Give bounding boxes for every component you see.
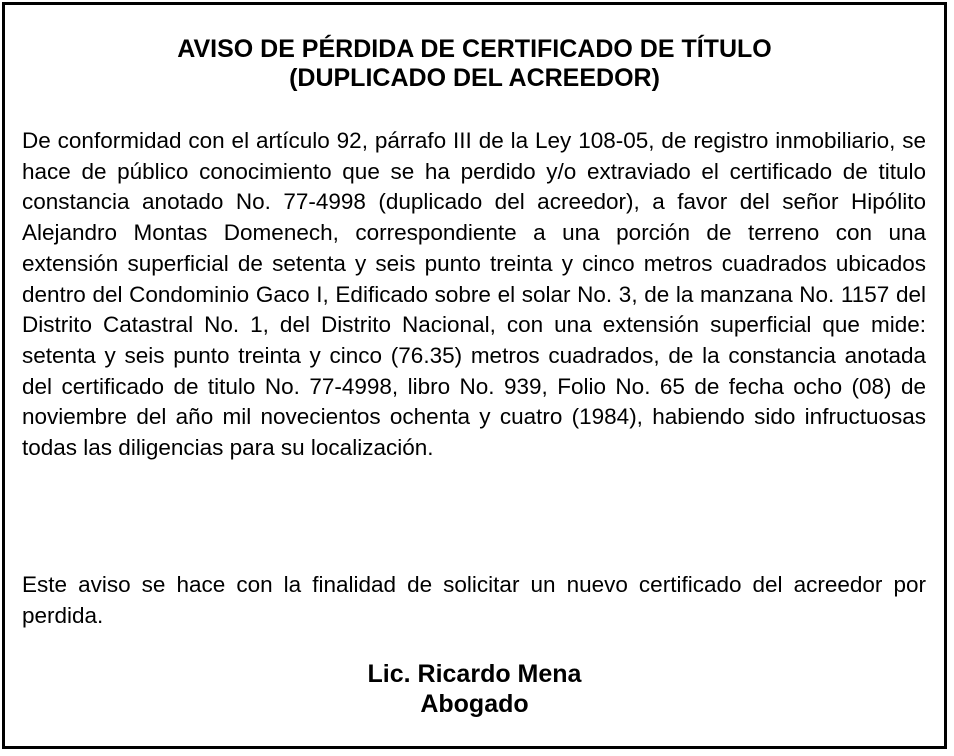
- signature-role: Abogado: [420, 690, 529, 718]
- signature-name: Lic. Ricardo Mena: [367, 660, 582, 688]
- legal-notice-frame: [2, 2, 947, 749]
- notice-title: [5, 35, 944, 93]
- signature-block: [5, 659, 944, 719]
- notice-body-paragraph: De conformidad con el artículo 92, párrafo III de la Ley 108-05, de registro inmobiliario, se hace de público conocimiento que se ha perdido y/o extraviado el certificado de titulo constancia anotado No. 77-4998 (duplicado del acreedor), a favor del señor Hipólito Alejandro Montas Domenech, correspondiente a una porción de terreno con una extensión superficial de setenta y seis punto treinta y cinco metros cuadrados ubicados dentro del Condominio Gaco I, Edificado sobre el solar No. 3, de la manzana No. 1157 del Distrito Catastral No. 1, del Distrito Nacional, con una extensión superficial que mide: setenta y seis punto treinta y cinco (76.35) metros cuadrados, de la constancia anotada del certificado de titulo No. 77-4998, libro No. 939, Folio No. 65 de fecha ocho (08) de noviembre del año mil novecientos ochenta y cuatro (1984), habiendo sido infructuosas todas las diligencias para su localización.: [22, 128, 926, 461]
- notice-title-line-2: (DUPLICADO DEL ACREEDOR): [289, 64, 660, 92]
- notice-title-line-1: AVISO DE PÉRDIDA DE CERTIFICADO DE TÍTULO: [177, 35, 772, 63]
- notice-closing-paragraph: Este aviso se hace con la finalidad de solicitar un nuevo certificado del acreedor por perdida.: [22, 572, 926, 628]
